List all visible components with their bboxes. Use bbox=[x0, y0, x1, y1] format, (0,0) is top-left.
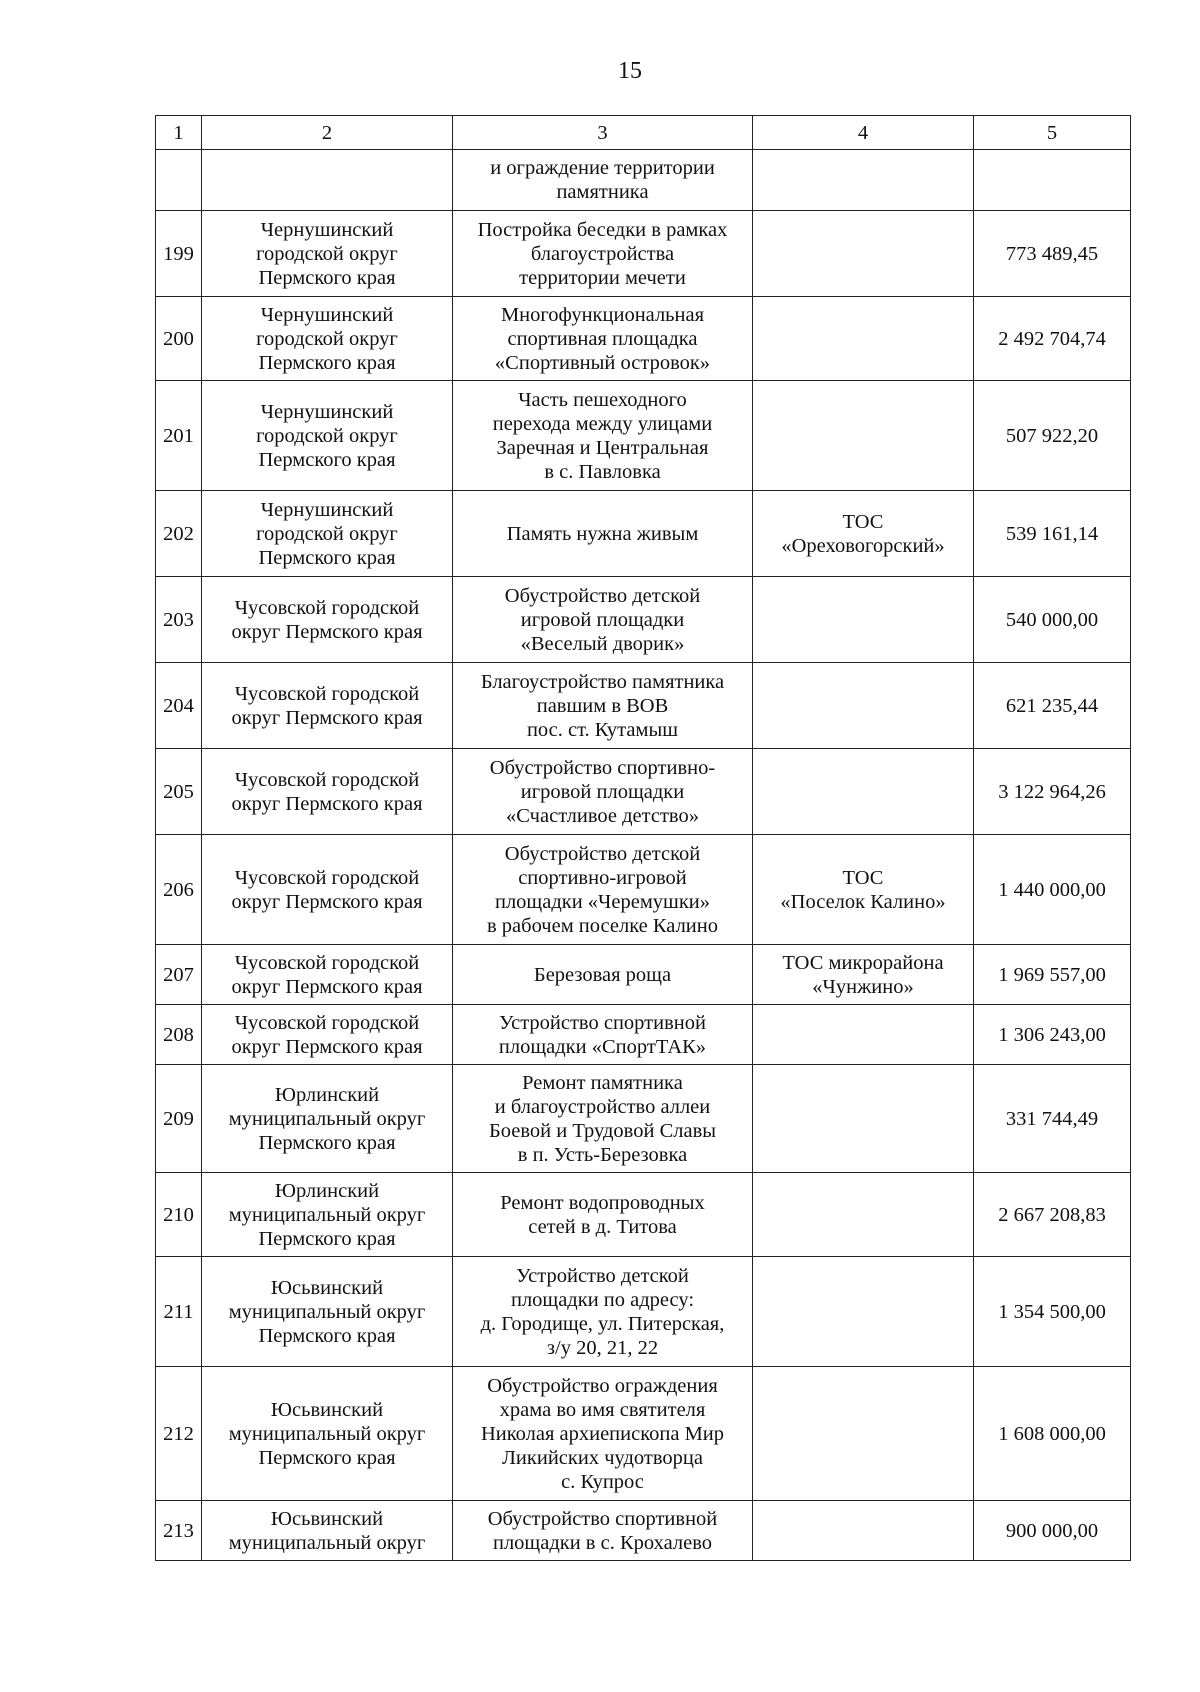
row-amount: 900 000,00 bbox=[974, 1501, 1131, 1561]
row-tos bbox=[753, 381, 974, 491]
row-project: Устройство детской площадки по адресу: д. Городище, ул. Питерская, з/у 20, 21, 22 bbox=[453, 1257, 753, 1367]
row-amount: 331 744,49 bbox=[974, 1065, 1131, 1173]
row-number: 209 bbox=[156, 1065, 202, 1173]
row-project: Память нужна живым bbox=[453, 491, 753, 577]
header-cell-2: 2 bbox=[202, 116, 453, 150]
table-row bbox=[156, 381, 1131, 491]
row-amount: 3 122 964,26 bbox=[974, 749, 1131, 835]
row-number: 210 bbox=[156, 1173, 202, 1257]
row-tos bbox=[753, 150, 974, 211]
row-project: Обустройство спортивно- игровой площадки «Счастливое детство» bbox=[453, 749, 753, 835]
row-amount: 1 608 000,00 bbox=[974, 1367, 1131, 1501]
projects-table bbox=[155, 115, 1131, 1561]
row-amount: 1 306 243,00 bbox=[974, 1005, 1131, 1065]
header-cell-4: 4 bbox=[753, 116, 974, 150]
table-row bbox=[156, 1065, 1131, 1173]
row-tos bbox=[753, 749, 974, 835]
table-header-row bbox=[156, 116, 1131, 150]
header-cell-5: 5 bbox=[974, 116, 1131, 150]
row-district: Чернушинский городской округ Пермского края bbox=[202, 491, 453, 577]
row-tos bbox=[753, 1257, 974, 1367]
row-tos bbox=[753, 1005, 974, 1065]
row-number: 206 bbox=[156, 835, 202, 945]
row-project: Ремонт водопроводных сетей в д. Титова bbox=[453, 1173, 753, 1257]
table-row bbox=[156, 297, 1131, 381]
row-project: Многофункциональная спортивная площадка «Спортивный островок» bbox=[453, 297, 753, 381]
row-project: Устройство спортивной площадки «СпортТАК» bbox=[453, 1005, 753, 1065]
page-number: 15 bbox=[618, 58, 642, 84]
row-number: 205 bbox=[156, 749, 202, 835]
row-amount: 540 000,00 bbox=[974, 577, 1131, 663]
row-district: Чернушинский городской округ Пермского края bbox=[202, 381, 453, 491]
row-project: и ограждение территории памятника bbox=[453, 150, 753, 211]
row-district: Чусовской городской округ Пермского края bbox=[202, 945, 453, 1005]
row-amount bbox=[974, 150, 1131, 211]
row-district: Чусовской городской округ Пермского края bbox=[202, 663, 453, 749]
row-district bbox=[202, 150, 453, 211]
row-project: Березовая роща bbox=[453, 945, 753, 1005]
table-row bbox=[156, 1501, 1131, 1561]
row-district: Юсьвинский муниципальный округ Пермского края bbox=[202, 1367, 453, 1501]
row-number: 202 bbox=[156, 491, 202, 577]
row-tos bbox=[753, 663, 974, 749]
row-project: Благоустройство памятника павшим в ВОВ пос. ст. Кутамыш bbox=[453, 663, 753, 749]
row-amount: 1 969 557,00 bbox=[974, 945, 1131, 1005]
row-district: Юсьвинский муниципальный округ Пермского края bbox=[202, 1257, 453, 1367]
row-number: 211 bbox=[156, 1257, 202, 1367]
table-row bbox=[156, 945, 1131, 1005]
row-project: Постройка беседки в рамках благоустройства территории мечети bbox=[453, 211, 753, 297]
row-tos bbox=[753, 577, 974, 663]
row-number: 204 bbox=[156, 663, 202, 749]
row-amount: 539 161,14 bbox=[974, 491, 1131, 577]
row-tos bbox=[753, 1367, 974, 1501]
row-amount: 773 489,45 bbox=[974, 211, 1131, 297]
row-district: Чусовской городской округ Пермского края bbox=[202, 749, 453, 835]
row-number: 207 bbox=[156, 945, 202, 1005]
row-tos bbox=[753, 297, 974, 381]
row-tos bbox=[753, 1173, 974, 1257]
table-row bbox=[156, 663, 1131, 749]
row-district: Чернушинский городской округ Пермского края bbox=[202, 297, 453, 381]
row-project: Обустройство спортивной площадки в с. Крохалево bbox=[453, 1501, 753, 1561]
table-row bbox=[156, 491, 1131, 577]
row-number: 203 bbox=[156, 577, 202, 663]
row-amount: 507 922,20 bbox=[974, 381, 1131, 491]
row-amount: 2 667 208,83 bbox=[974, 1173, 1131, 1257]
row-tos: ТОС микрорайона «Чунжино» bbox=[753, 945, 974, 1005]
row-district: Чусовской городской округ Пермского края bbox=[202, 1005, 453, 1065]
table-row bbox=[156, 835, 1131, 945]
row-project: Обустройство ограждения храма во имя святителя Николая архиепископа Мир Ликийских чудотворца с. Купрос bbox=[453, 1367, 753, 1501]
row-amount: 2 492 704,74 bbox=[974, 297, 1131, 381]
row-tos bbox=[753, 1065, 974, 1173]
row-project: Обустройство детской спортивно-игровой площадки «Черемушки» в рабочем поселке Калино bbox=[453, 835, 753, 945]
row-district: Юрлинский муниципальный округ Пермского края bbox=[202, 1065, 453, 1173]
table-row bbox=[156, 1257, 1131, 1367]
row-tos: ТОС «Поселок Калино» bbox=[753, 835, 974, 945]
row-number: 212 bbox=[156, 1367, 202, 1501]
row-number: 200 bbox=[156, 297, 202, 381]
row-number: 199 bbox=[156, 211, 202, 297]
row-amount: 1 440 000,00 bbox=[974, 835, 1131, 945]
table-row bbox=[156, 211, 1131, 297]
row-district: Юрлинский муниципальный округ Пермского края bbox=[202, 1173, 453, 1257]
header-cell-3: 3 bbox=[453, 116, 753, 150]
row-district: Чусовской городской округ Пермского края bbox=[202, 577, 453, 663]
row-project: Обустройство детской игровой площадки «Веселый дворик» bbox=[453, 577, 753, 663]
table-row bbox=[156, 1005, 1131, 1065]
table-row bbox=[156, 577, 1131, 663]
header-cell-1: 1 bbox=[156, 116, 202, 150]
table-row bbox=[156, 1173, 1131, 1257]
row-number bbox=[156, 150, 202, 211]
row-project: Часть пешеходного перехода между улицами Заречная и Центральная в с. Павловка bbox=[453, 381, 753, 491]
row-amount: 1 354 500,00 bbox=[974, 1257, 1131, 1367]
row-tos bbox=[753, 1501, 974, 1561]
row-amount: 621 235,44 bbox=[974, 663, 1131, 749]
row-district: Чернушинский городской округ Пермского края bbox=[202, 211, 453, 297]
row-district: Юсьвинский муниципальный округ bbox=[202, 1501, 453, 1561]
row-project: Ремонт памятника и благоустройство аллеи Боевой и Трудовой Славы в п. Усть-Березовка bbox=[453, 1065, 753, 1173]
table-row bbox=[156, 1367, 1131, 1501]
row-tos bbox=[753, 211, 974, 297]
table-row bbox=[156, 749, 1131, 835]
row-number: 208 bbox=[156, 1005, 202, 1065]
row-number: 201 bbox=[156, 381, 202, 491]
row-tos: ТОС «Ореховогорский» bbox=[753, 491, 974, 577]
row-district: Чусовской городской округ Пермского края bbox=[202, 835, 453, 945]
row-number: 213 bbox=[156, 1501, 202, 1561]
table-row bbox=[156, 150, 1131, 211]
